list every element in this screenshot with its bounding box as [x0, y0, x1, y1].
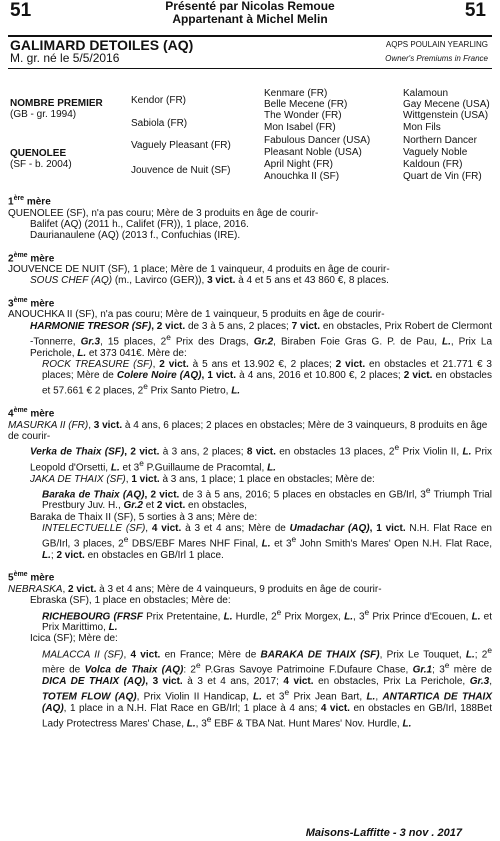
pedigree-gen4: Northern Dancer — [403, 135, 477, 146]
pedigree-gen3: Mon Isabel (FR) — [264, 122, 336, 133]
pedigree-gen3: Pleasant Noble (USA) — [264, 147, 362, 158]
section-heading: 3ème mère — [8, 296, 55, 310]
pedigree-gen4: Wittgenstein (USA) — [403, 110, 489, 121]
produce-record: Daurianaulene (AQ) (2013 f., Confuchias (IRE). — [30, 230, 241, 242]
category-tag: AQPS POULAIN YEARLING — [385, 40, 488, 49]
pedigree-gen3: April Night (FR) — [264, 159, 333, 170]
pedigree-gen2: Kendor (FR) — [131, 95, 187, 106]
produce-record: Baraka de Thaix (AQ), 2 vict. de 3 à 5 ans, 2016; 5 places en obstacles en GB/Irl, 3e Triumph Trial Prestbury Juv. H., Gr.2 et 2 vict. en obstacles, — [42, 484, 492, 512]
dam-name: QUENOLEE — [10, 148, 67, 159]
produce-record: Icica (SF); Mère de: — [30, 633, 118, 645]
lot-number-right: 51 — [464, 0, 486, 21]
pedigree-gen3: Fabulous Dancer (USA) — [264, 135, 371, 146]
consignor-header — [0, 0, 500, 26]
produce-record: SOUS CHEF (AQ) (m., Lavirco (GER)), 3 vict. à 4 et 5 ans et 43 860 €, 8 places. — [30, 275, 389, 287]
dam-line-text — [8, 193, 492, 730]
pedigree-gen4: Quart de Vin (FR) — [403, 171, 482, 182]
pedigree-gen2: Sabiola (FR) — [131, 118, 188, 129]
produce-record: INTELECTUELLE (SF), 4 vict. à 3 et 4 ans; Mère de Umadachar (AQ), 1 vict. N.H. Flat Race en GB/Irl, 3 places, 2e DBS/EBF Mares NHF Final, L. et 3e John Smith's Mares' Open N.H. Flat Race, L.; 2 vict. en obstacles en GB/Irl 1 place. — [42, 523, 492, 561]
section-heading: 5ème mère — [8, 571, 55, 584]
pedigree-gen4: Gay Mecene (USA) — [403, 99, 490, 110]
section-heading: 4ème mère — [8, 407, 55, 420]
sire-info: (GB - gr. 1994) — [10, 109, 77, 120]
lot-number-left: 51 — [10, 0, 32, 21]
pedigree-gen3: The Wonder (FR) — [264, 110, 342, 121]
sale-venue-date: Maisons-Laffitte - 3 nov . 2017 — [305, 827, 462, 839]
sire-name: NOMBRE PREMIER — [10, 98, 103, 109]
pedigree-gen4: Kaldoun (FR) — [403, 159, 463, 170]
produce-record: Balifet (AQ) (2011 h., Califet (FR)), 1 place, 2016. — [30, 218, 249, 230]
produce-record: MASURKA II (FR), 3 vict. à 4 ans, 6 places; 2 places en obstacles; Mère de 3 vainqueurs, 8 produits en âge de courir- — [8, 419, 488, 443]
section-heading: 1ère mère — [8, 195, 51, 208]
produce-record: NEBRASKA, 2 vict. à 3 et 4 ans; Mère de 4 vainqueurs, 9 produits en âge de courir- — [8, 583, 382, 595]
produce-record: RICHEBOURG (FRSF Prix Pretentaine, L. Hurdle, 2e Prix Morgex, L., 3e Prix Prince d'Ecouen, L. et Prix Marittimo, L. — [42, 606, 492, 634]
pedigree-gen2: Jouvence de Nuit (SF) — [131, 165, 231, 176]
premium-tag: Owner's Premiums in France — [385, 54, 488, 63]
owned-by: Appartenant à Michel Melin — [172, 12, 328, 26]
pedigree-gen2: Vaguely Pleasant (FR) — [131, 140, 231, 151]
presented-by: Présenté par Nicolas Remoue — [165, 0, 335, 13]
produce-record: JAKA DE THAIX (SF), 1 vict. à 3 ans, 1 place; 1 place en obstacles; Mère de: — [30, 473, 375, 485]
pedigree-gen4: Kalamoun — [403, 88, 449, 99]
produce-record: Baraka de Thaix II (SF), 5 sorties à 3 ans; Mère de: — [30, 511, 258, 523]
pedigree-gen3: Belle Mecene (FR) — [264, 99, 348, 110]
produce-record: ANOUCHKA II (SF), n'a pas couru; Mère de 1 vainqueur, 5 produits en âge de courir- — [8, 309, 385, 321]
produce-record: JOUVENCE DE NUIT (SF), 1 place; Mère de 1 vainqueur, 4 produits en âge de courir- — [8, 264, 390, 276]
produce-record: Ebraska (SF), 1 place en obstacles; Mère de: — [30, 595, 231, 607]
pedigree-gen3: Anouchka II (SF) — [264, 171, 340, 182]
pedigree-gen3: Kenmare (FR) — [264, 88, 328, 99]
produce-record: MALACCA II (SF), 4 vict. en France; Mère de BARAKA DE THAIX (SF), Prix Le Touquet, L.; 2e mère de Volca de Thaix (AQ): 2e P.Gras Savoye Patrimoine F.Dufaure Chase, Gr.1; 3e mère de DICA DE THAIX (AQ), 3 vict. à 3 et 4 ans, 2017; 4 vict. en obstacles, Prix La Perichole, Gr.3, TOTEM FLOW (AQ), Prix Violin II Handicap, L. et 3e Prix Jean Bart, L., ANTARTICA DE THAIX (AQ), 1 place in a N.H. Flat Race en GB/Irl; 1 place à 4 ans; 4 vict. en obstacles en GB/Irl, 188Bet Lady Protectress Mares' Chase, L., 3e EBF & TBA Nat. Hunt Mares' Nov. Hurdle, L. — [42, 644, 493, 730]
horse-name: GALIMARD DETOILES (AQ) — [10, 37, 194, 53]
pedigree-gen4: Mon Fils — [403, 122, 441, 133]
section-heading: 2ème mère — [8, 251, 55, 264]
produce-record: QUENOLEE (SF), n'a pas couru; Mère de 3 produits en âge de courir- — [8, 207, 319, 219]
produce-record: HARMONIE TRESOR (SF), 2 vict. de 3 à 5 ans, 2 places; 7 vict. en obstacles, Prix Robert de Clermont -Tonnerre, Gr.3, 15 places, 2e Prix des Drags, Gr.2, Biraben Foie Gras G. P. de Pau, L., Prix La Perichole, L. et 373 041€. Mère de: — [30, 320, 493, 359]
produce-record: Verka de Thaix (SF), 2 vict. à 3 ans, 2 places; 8 vict. en obstacles 13 places, 2e Prix Violin II, L. Prix Leopold d'Orsetti, L. et 3e P.Guillaume de Pracomtal, L. — [30, 442, 492, 474]
header-rule — [8, 68, 492, 69]
horse-birth: M. gr. né le 5/5/2016 — [10, 51, 120, 65]
dam-info: (SF - b. 2004) — [10, 159, 72, 170]
produce-record: ROCK TREASURE (SF), 2 vict. à 5 ans et 13.902 €, 2 places; 2 vict. en obstacles et 21.771 € 3 places; Mère de Colere Noire (AQ), 1 vict. à 4 ans, 2016 et 10.800 €, 2 places; 2 vict. en obstacles et 57.661 € 2 places, 2e Prix Santo Pietro, L. — [42, 358, 492, 397]
pedigree-gen4: Vaguely Noble — [403, 147, 468, 158]
